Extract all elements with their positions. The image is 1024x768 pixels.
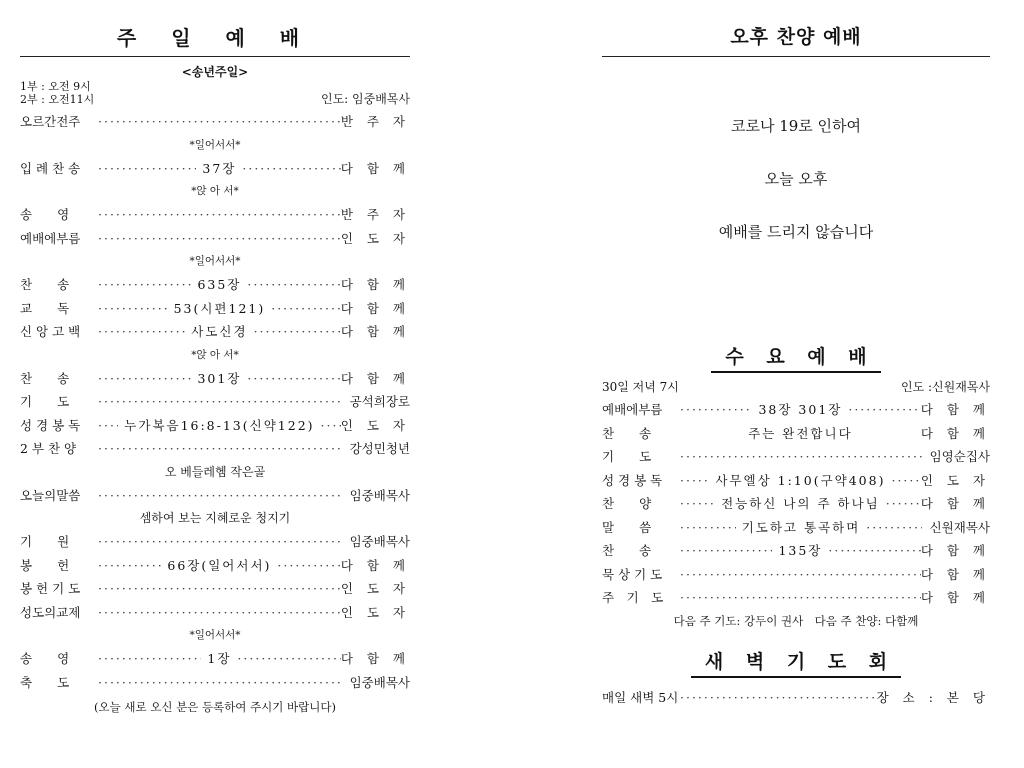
leader-dots <box>271 297 341 321</box>
order-item-person: 다 함 께 <box>920 496 990 511</box>
order-note: *일어서서* <box>189 138 241 151</box>
order-item <box>20 227 410 251</box>
order-item <box>20 390 410 414</box>
order-item-person: 다 함 께 <box>920 425 990 441</box>
order-item-label: 오르간전주 <box>20 114 81 129</box>
leader-dots <box>680 563 921 587</box>
leader-dots <box>277 554 340 578</box>
notice-line-2: 오늘 오후 <box>764 170 828 188</box>
leader-dots <box>242 157 340 181</box>
order-note: 오 베들레헴 작은골 <box>164 464 266 479</box>
leader-dots <box>891 469 920 493</box>
order-item-label: 봉 헌 <box>20 557 70 573</box>
order-item-person: 인 도 자 <box>340 230 410 246</box>
order-item-detail: 사무엘상 1:10(구약408) <box>715 472 886 488</box>
order-item-label: 묵 상 기 도 <box>602 566 663 582</box>
order-item <box>20 203 410 227</box>
order-item <box>602 398 990 422</box>
order-item-label: 예배에부름 <box>20 230 81 246</box>
order-item <box>602 492 990 516</box>
wednesday-info <box>602 381 990 394</box>
leader-dots <box>680 539 772 563</box>
order-item-label: 기 원 <box>20 534 70 549</box>
order-note: *일어서서* <box>189 255 241 267</box>
notice-line-3: 예배를 드리지 않습니다 <box>718 223 874 241</box>
order-item <box>20 320 410 344</box>
order-note: *앉 아 서* <box>191 185 239 197</box>
leader-dots <box>886 492 921 516</box>
leader-dots <box>98 273 191 297</box>
service-info <box>20 80 410 106</box>
order-item-label: 봉 헌 기 도 <box>20 581 81 596</box>
visitor-notice: (오늘 새로 오신 분은 등록하여 주시기 바랍니다) <box>94 700 336 714</box>
order-item-detail: 1장 <box>207 651 232 666</box>
order-item-detail: 37장 <box>202 160 237 176</box>
order-note: *일어서서* <box>189 629 241 641</box>
order-item-detail: 635장 <box>197 277 242 292</box>
leader-dots <box>98 647 201 671</box>
leader-dots <box>98 203 341 227</box>
leader-dots <box>680 445 922 469</box>
order-item-label: 교 독 <box>20 300 70 316</box>
dawn-prayer-row <box>602 686 990 710</box>
notice-line-1: 코로나 19로 인하여 <box>730 117 862 135</box>
leader-dots <box>680 398 752 422</box>
dawn-prayer-time: 매일 새벽 5시 <box>602 689 679 705</box>
order-item-detail: 135장 <box>778 543 823 558</box>
leader-dots <box>98 577 341 601</box>
wednesday-time: 30일 저녁 7시 <box>602 380 679 394</box>
order-item-detail: 누가복음16:8-13(신약122) <box>124 417 315 433</box>
order-item-label: 주 기 도 <box>602 590 664 605</box>
leader-dots <box>98 554 161 578</box>
order-item-label: 찬 송 <box>20 370 70 386</box>
leader-dots <box>321 414 341 438</box>
order-item-person: 다 함 께 <box>340 160 410 176</box>
afternoon-column <box>602 0 990 709</box>
leader-dots <box>680 492 715 516</box>
leader-dots <box>680 586 921 610</box>
order-item-label: 송 영 <box>20 651 70 666</box>
leader-dots <box>828 539 920 563</box>
order-item-person: 임중배목사 <box>349 674 410 690</box>
order-item <box>602 539 990 563</box>
next-week-note: 다음 주 기도: 강두이 권사 다음 주 찬양: 다함께 <box>673 613 919 628</box>
order-item <box>602 422 990 446</box>
order-item-person: 다 함 께 <box>340 324 410 339</box>
order-item <box>602 586 990 610</box>
order-item-person: 다 함 께 <box>340 277 410 292</box>
leader-dots <box>98 390 342 414</box>
second-service-time: 2부 : 오전11시 <box>20 93 95 106</box>
order-item-person: 인 도 자 <box>340 417 410 433</box>
order-item-detail: 사도신경 <box>191 324 248 339</box>
order-item-person: 다 함 께 <box>920 402 990 417</box>
order-item-person: 공석희장로 <box>349 394 410 409</box>
first-service-time: 1부 : 오전 9시 <box>20 80 91 93</box>
order-item-label: 찬 송 <box>602 425 652 441</box>
order-note: *앉 아 서* <box>191 348 239 361</box>
dawn-prayer-title: 새 벽 기 도 회 <box>602 647 990 678</box>
order-item <box>20 273 410 297</box>
order-item <box>20 297 410 321</box>
order-item-label: 찬 송 <box>602 543 652 558</box>
leader-dots <box>98 227 341 251</box>
title-rule <box>20 56 410 57</box>
leader-dots <box>247 367 340 391</box>
order-item <box>20 367 410 391</box>
order-item-label: 기 도 <box>602 449 652 464</box>
order-item-label: 기 도 <box>20 394 70 409</box>
order-item-person: 임영순집사 <box>929 449 990 464</box>
order-item <box>20 647 410 671</box>
order-item <box>602 445 990 469</box>
order-item-label: 성 경 봉 독 <box>602 472 663 488</box>
order-item-detail: 주는 완전합니다 <box>748 425 853 441</box>
afternoon-worship-title: 오후 찬양 예배 <box>730 26 862 48</box>
order-item-label: 성도의교제 <box>20 604 81 620</box>
leader-dots <box>848 398 920 422</box>
order-item-person: 강성민청년 <box>349 441 410 456</box>
order-item-person: 반 주 자 <box>340 207 410 222</box>
leader-label: 인도: 임중배목사 <box>320 92 410 106</box>
dawn-prayer-place: 장 소 : 본 당 <box>876 689 990 705</box>
order-item-label: 2 부 찬 양 <box>20 441 77 456</box>
leader-dots <box>680 686 877 710</box>
order-item-label: 입 례 찬 송 <box>20 160 81 176</box>
wednesday-order-list <box>602 398 990 610</box>
order-item-label: 찬 송 <box>20 277 70 292</box>
order-item-person: 인 도 자 <box>340 581 410 596</box>
sunday-order-list <box>20 110 410 694</box>
year-end-sunday-subtitle: <송년주일> <box>181 65 249 79</box>
order-item-person: 다 함 께 <box>920 566 990 582</box>
order-item-detail: 38장 301장 <box>758 402 843 417</box>
leader-dots <box>254 320 341 344</box>
order-item-label: 말 씀 <box>602 519 652 535</box>
order-item-person: 다 함 께 <box>340 300 410 316</box>
order-item-detail: 301장 <box>197 370 242 386</box>
order-item-person: 다 함 께 <box>340 370 410 386</box>
order-item-person: 신원재목사 <box>929 519 990 535</box>
leader-dots <box>98 297 168 321</box>
order-item-label: 찬 양 <box>602 496 652 511</box>
sunday-worship-column <box>20 0 410 719</box>
leader-dots <box>866 516 922 540</box>
order-item <box>20 554 410 578</box>
leader-dots <box>98 671 342 695</box>
order-item-person: 반 주 자 <box>340 114 410 129</box>
leader-dots <box>247 273 340 297</box>
leader-dots <box>98 320 185 344</box>
order-item-label: 성 경 봉 독 <box>20 417 81 433</box>
leader-dots <box>98 367 191 391</box>
order-note: 셈하여 보는 지혜로운 청지기 <box>139 511 291 525</box>
order-item-detail: 53(시편121) <box>173 300 266 316</box>
wednesday-leader: 인도 :신원재목사 <box>900 380 990 394</box>
order-item-label: 신 앙 고 백 <box>20 324 81 339</box>
leader-dots <box>98 601 341 625</box>
order-item <box>20 530 410 554</box>
order-item <box>20 157 410 181</box>
order-item <box>20 577 410 601</box>
order-item-person: 인 도 자 <box>340 604 410 620</box>
sunday-worship-title: 주 일 예 배 <box>116 26 314 50</box>
order-item <box>20 601 410 625</box>
order-item-person: 다 함 께 <box>920 590 990 605</box>
order-item-person: 다 함 께 <box>340 651 410 666</box>
leader-dots <box>98 414 118 438</box>
leader-dots <box>98 530 342 554</box>
leader-dots <box>98 110 341 134</box>
leader-dots <box>680 516 736 540</box>
order-item <box>602 563 990 587</box>
order-item-detail: 전능하신 나의 주 하나님 <box>721 496 880 511</box>
order-item <box>20 414 410 438</box>
order-item <box>602 516 990 540</box>
order-item-detail: 기도하고 통곡하며 <box>741 519 861 535</box>
order-item <box>20 437 410 461</box>
order-item-label: 오늘의말씀 <box>20 487 81 503</box>
order-item <box>602 469 990 493</box>
order-item-person: 다 함 께 <box>920 543 990 558</box>
order-item <box>20 484 410 508</box>
wednesday-worship-title: 수 요 예 배 <box>602 342 990 373</box>
leader-dots <box>680 469 709 493</box>
order-item <box>20 671 410 695</box>
order-item-label: 송 영 <box>20 207 70 222</box>
order-item-person: 임중배목사 <box>349 534 410 549</box>
order-item-person: 임중배목사 <box>349 487 410 503</box>
order-item-label: 예배에부름 <box>602 402 663 417</box>
order-item <box>20 110 410 134</box>
order-item-person: 다 함 께 <box>340 557 410 573</box>
order-item-person: 인 도 자 <box>920 472 991 488</box>
order-item-detail: 66장(일어서서) <box>167 557 272 573</box>
leader-dots <box>98 437 342 461</box>
leader-dots <box>237 647 340 671</box>
leader-dots <box>98 157 196 181</box>
leader-dots <box>98 484 342 508</box>
order-item-label: 축 도 <box>20 674 70 690</box>
